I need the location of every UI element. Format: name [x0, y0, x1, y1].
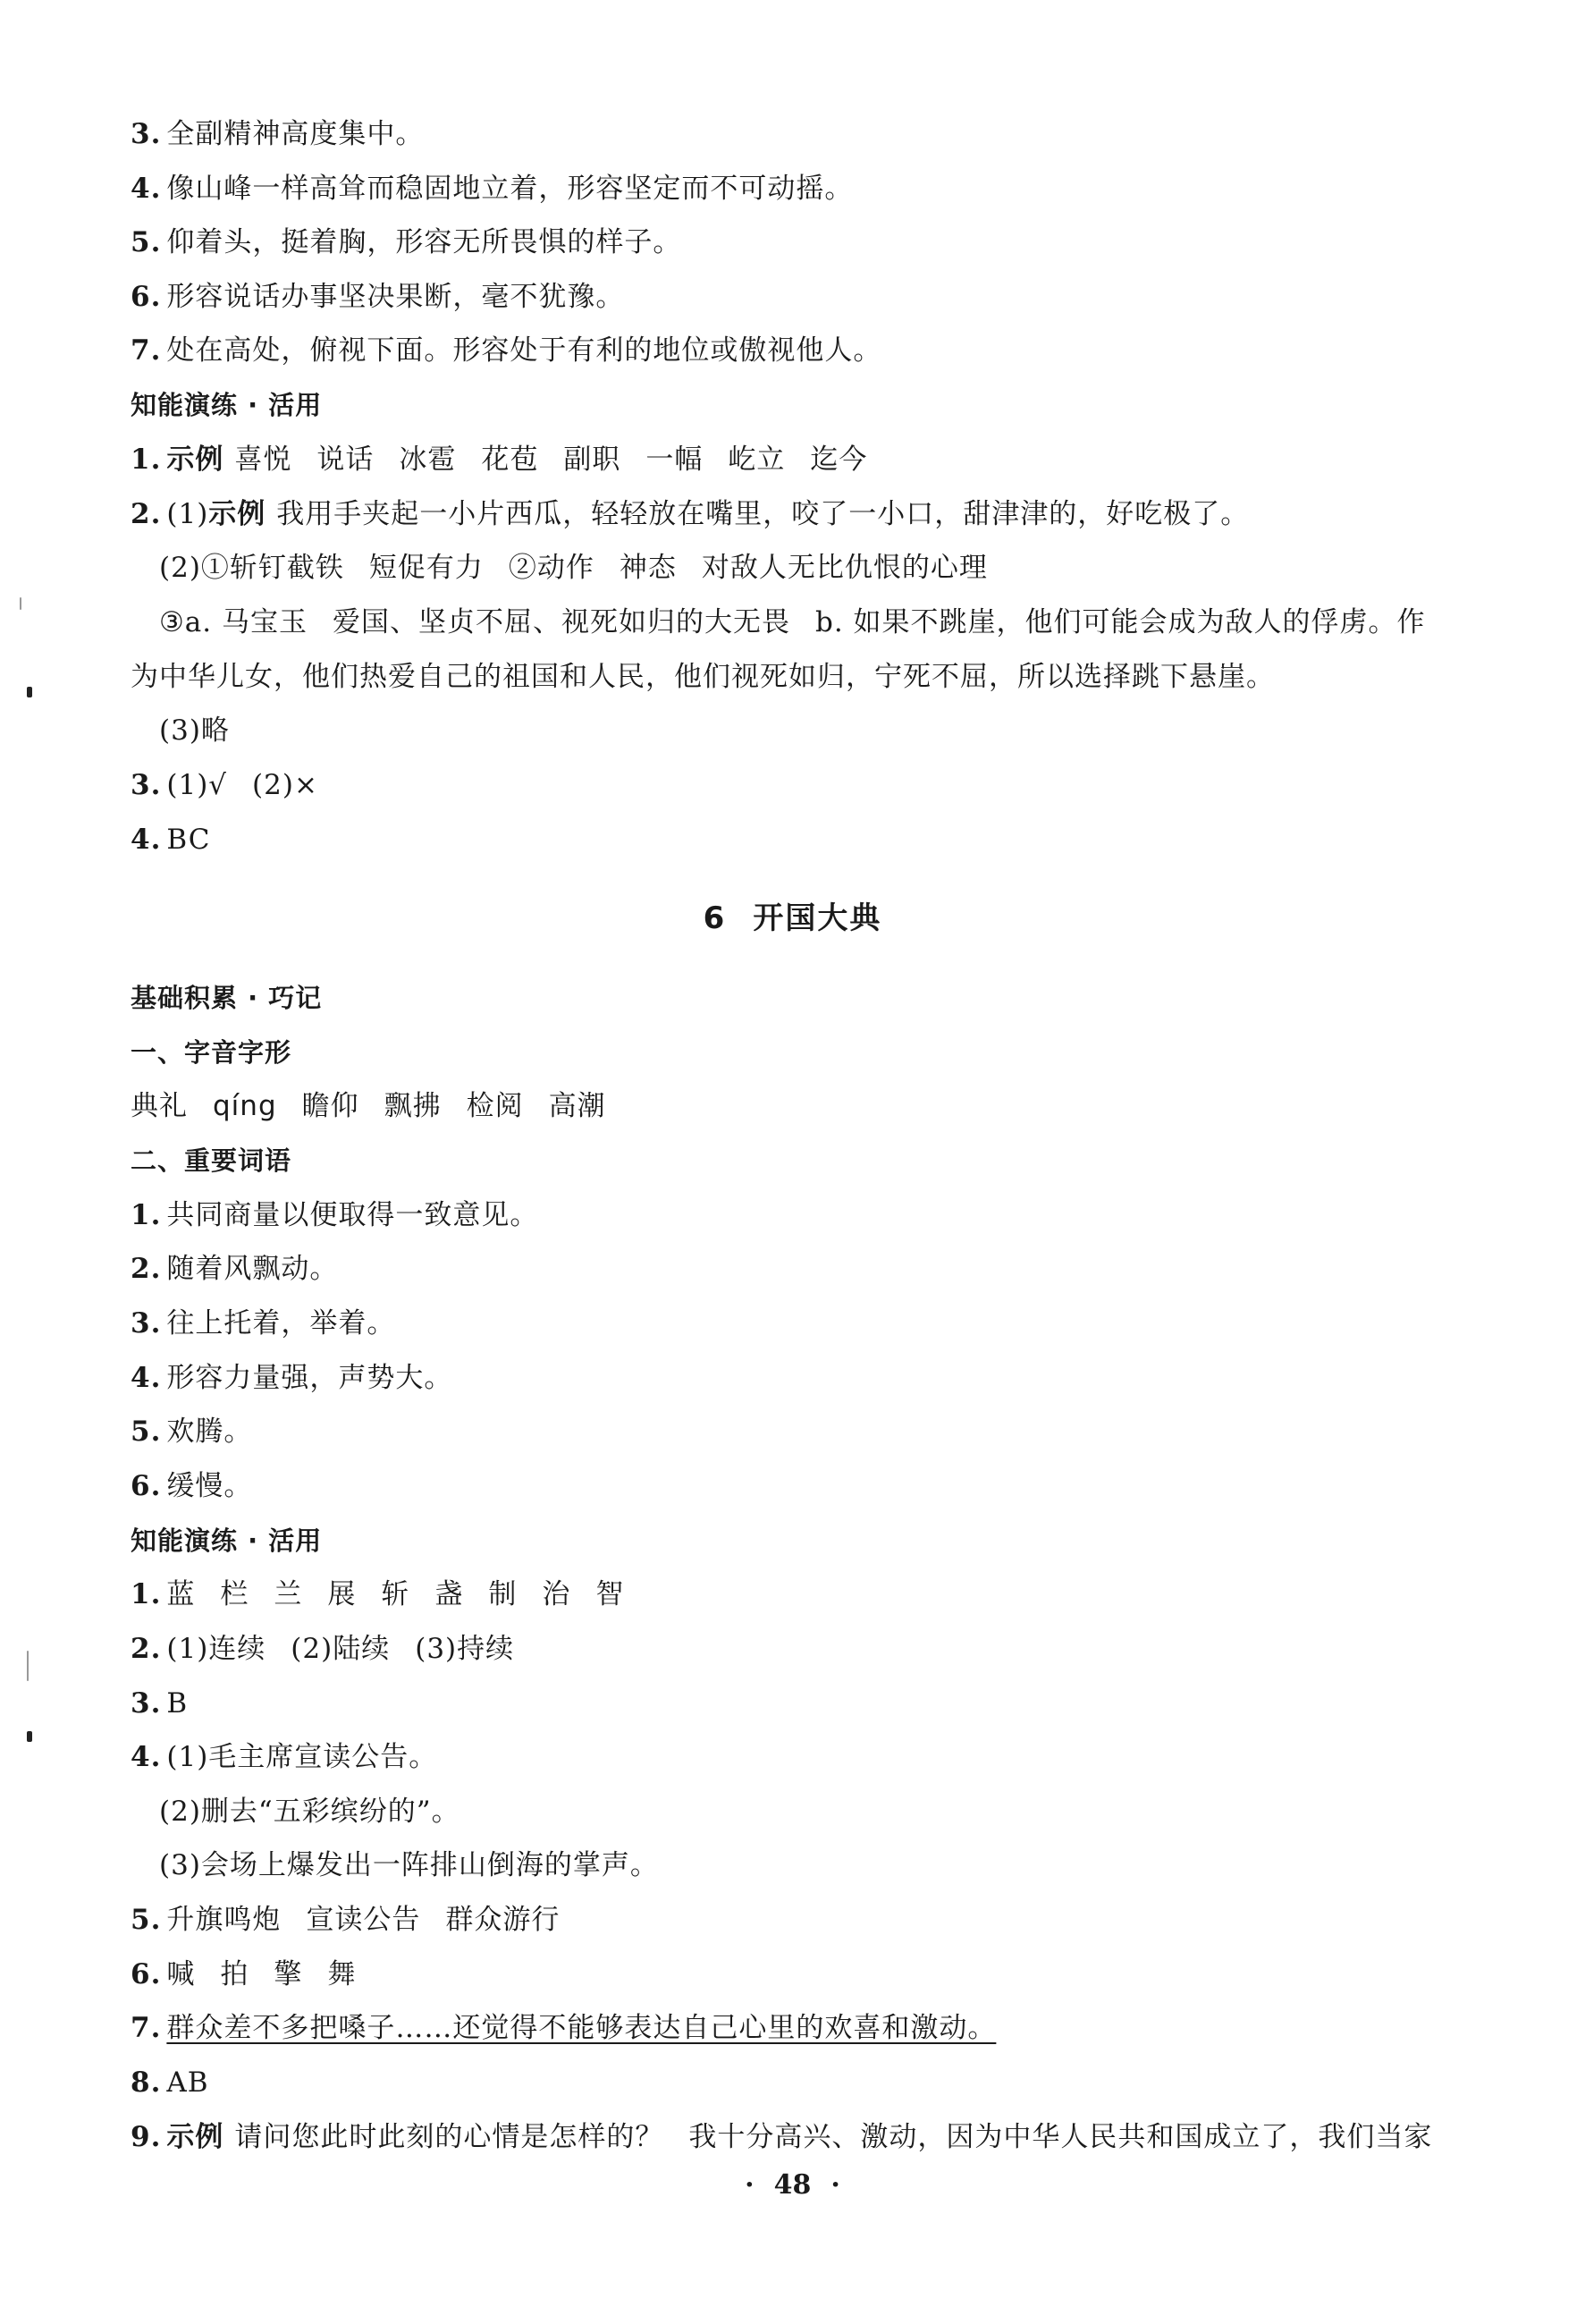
vocab-item-3: 3. 往上托着，举着。 [131, 1307, 396, 1339]
section-title-practice-1: 知能演练 · 活用 [131, 390, 323, 420]
definition-item-7: 7. 处在高处，俯视下面。形容处于有利的地位或傲视他人。 [131, 334, 882, 367]
practice2-q6: 6. 喊 拍 擎 舞 [131, 1958, 357, 1990]
definition-item-3: 3. 全副精神高度集中。 [131, 118, 425, 150]
practice2-q2: 2. (1)连续 (2)陆续 (3)持续 [131, 1633, 515, 1665]
underlined-answer: 群众差不多把嗓子……还觉得不能够表达自己心里的欢喜和激动。 [166, 2012, 997, 2044]
section-title-practice-2: 知能演练 · 活用 [131, 1525, 323, 1556]
scan-mark [27, 1731, 32, 1742]
vocab-item-4: 4. 形容力量强，声势大。 [131, 1362, 453, 1394]
practice2-q3: 3. B [131, 1687, 189, 1720]
lesson-title: 6 开国大典 [703, 900, 882, 936]
definition-item-6: 6. 形容说话办事坚决果断，毫不犹豫。 [131, 281, 625, 313]
practice1-q2-line1: 2. (1)示例 我用手夹起一小片西瓜，轻轻放在嘴里，咬了一小口，甜津津的，好吃极了。 [131, 498, 1250, 530]
practice1-q2-line3: ③a. 马宝玉 爱国、坚贞不屈、视死如归的大无畏 b. 如果不跳崖，他们可能会成为敌人的俘虏。作 [159, 606, 1426, 638]
practice2-q5: 5. 升旗鸣炮 宣读公告 群众游行 [131, 1904, 561, 1936]
section-title-basics: 基础积累 · 巧记 [131, 983, 323, 1013]
practice1-q1: 1. 示例 喜悦 说话 冰雹 花苞 副职 一幅 屹立 迄今 [131, 444, 868, 476]
pronunciation-words: 典礼 qíng 瞻仰 飘拂 检阅 高潮 [131, 1090, 606, 1122]
practice2-q8: 8. AB [131, 2066, 209, 2099]
definition-item-5: 5. 仰着头，挺着胸，形容无所畏惧的样子。 [131, 226, 682, 258]
practice2-q4-line2: (2)删去“五彩缤纷的”。 [159, 1796, 460, 1828]
vocab-item-2: 2. 随着风飘动。 [131, 1253, 339, 1285]
practice1-q3: 3. (1)√ (2)× [131, 769, 318, 801]
scan-mark [20, 597, 21, 610]
practice1-q4: 4. BC [131, 824, 211, 856]
practice2-q9: 9. 示例 请问您此时此刻的心情是怎样的？ 我十分高兴、激动，因为中华人民共和国成立了，我们当家 [131, 2121, 1433, 2153]
page-number: · 48 · [745, 2169, 840, 2201]
definition-item-4: 4. 像山峰一样高耸而稳固地立着，形容坚定而不可动摇。 [131, 173, 854, 205]
subsection-vocabulary: 二、重要词语 [131, 1145, 292, 1176]
vocab-item-5: 5. 欢腾。 [131, 1416, 253, 1448]
scan-mark [27, 1651, 29, 1681]
practice2-q7: 7. 群众差不多把嗓子……还觉得不能够表达自己心里的欢喜和激动。 [131, 2012, 997, 2044]
practice1-q2-line5: (3)略 [159, 714, 230, 747]
practice1-q2-line4: 为中华儿女，他们热爱自己的祖国和人民，他们视死如归，宁死不屈，所以选择跳下悬崖。 [131, 661, 1275, 693]
practice2-q1: 1. 蓝 栏 兰 展 斩 盏 制 治 智 [131, 1578, 625, 1610]
subsection-pronunciation: 一、字音字形 [131, 1037, 292, 1068]
scan-mark [27, 687, 32, 697]
vocab-item-6: 6. 缓慢。 [131, 1470, 253, 1502]
vocab-item-1: 1. 共同商量以便取得一致意见。 [131, 1199, 539, 1231]
practice2-q4-line1: 4. (1)毛主席宣读公告。 [131, 1741, 438, 1773]
practice1-q2-line2: (2)①斩钉截铁 短促有力 ②动作 神态 对敌人无比仇恨的心理 [159, 552, 988, 584]
practice2-q4-line3: (3)会场上爆发出一阵排山倒海的掌声。 [159, 1849, 659, 1881]
